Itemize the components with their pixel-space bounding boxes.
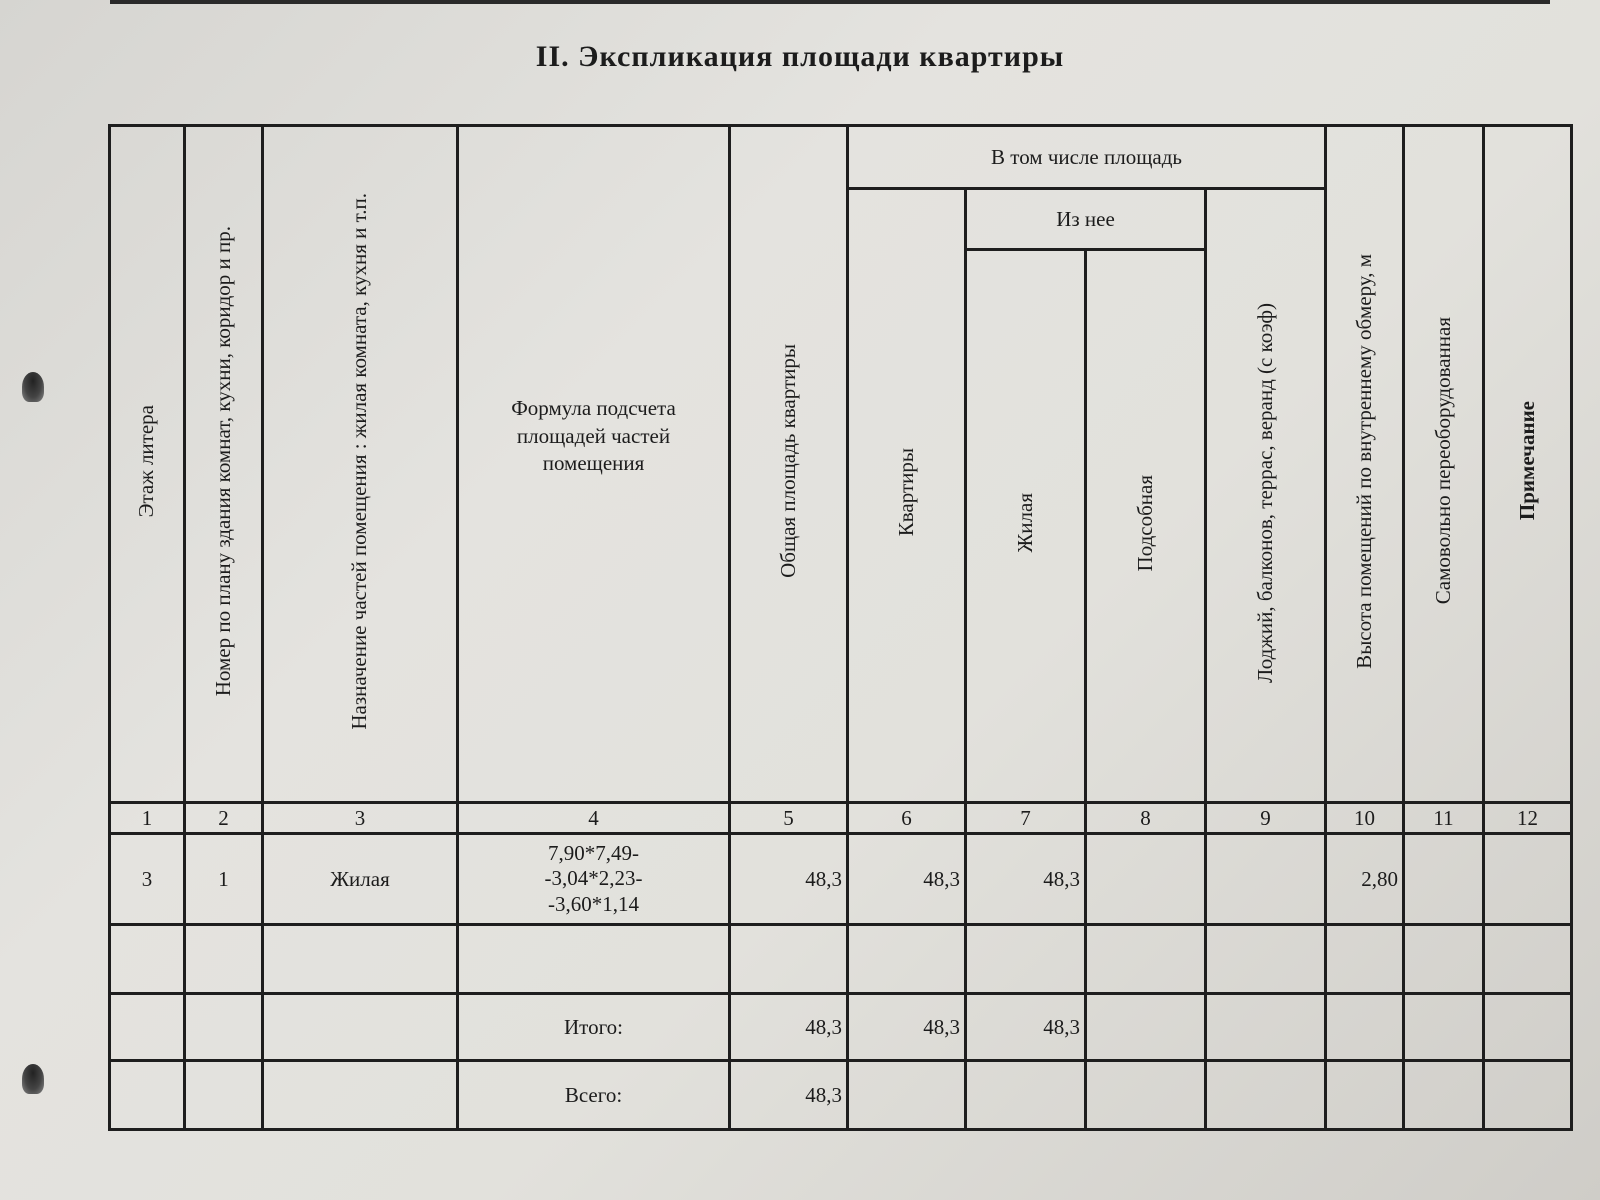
empty-cell — [110, 994, 185, 1061]
empty-cell — [848, 1061, 966, 1130]
header-auxiliary: Подсобная — [1086, 250, 1206, 803]
column-number: 5 — [730, 803, 848, 834]
header-note: Примечание — [1484, 126, 1572, 803]
grand-total-area: 48,3 — [730, 1061, 848, 1130]
column-number: 11 — [1404, 803, 1484, 834]
header-loggias: Лоджий, балконов, террас, веранд (с коэф) — [1206, 189, 1326, 803]
subtotal-total-area: 48,3 — [730, 994, 848, 1061]
subtotal-apartment: 48,3 — [848, 994, 966, 1061]
cell-floor: 3 — [110, 834, 185, 925]
empty-cell — [110, 925, 185, 994]
empty-cell — [1404, 1061, 1484, 1130]
column-number: 6 — [848, 803, 966, 834]
cell-living: 48,3 — [966, 834, 1086, 925]
subtotal-label: Итого: — [458, 994, 730, 1061]
header-row — [110, 126, 1572, 189]
empty-cell — [1326, 1061, 1404, 1130]
column-number: 3 — [263, 803, 458, 834]
header-unauthorized: Самовольно переоборудованная — [1404, 126, 1484, 803]
header-total-area: Общая площадь квартиры — [730, 126, 848, 803]
column-number: 4 — [458, 803, 730, 834]
empty-cell — [1484, 994, 1572, 1061]
empty-cell — [185, 994, 263, 1061]
cell-purpose: Жилая — [263, 834, 458, 925]
cell-number: 1 — [185, 834, 263, 925]
column-number: 2 — [185, 803, 263, 834]
subtotal-row — [110, 994, 1572, 1061]
empty-cell — [1086, 994, 1206, 1061]
column-number: 10 — [1326, 803, 1404, 834]
empty-cell — [966, 1061, 1086, 1130]
empty-cell — [1484, 1061, 1572, 1130]
header-of-which: Из нее — [966, 189, 1206, 250]
empty-cell — [458, 925, 730, 994]
subtotal-living: 48,3 — [966, 994, 1086, 1061]
punch-hole — [22, 372, 44, 402]
column-number: 9 — [1206, 803, 1326, 834]
empty-cell — [1404, 925, 1484, 994]
table-row-empty — [110, 925, 1572, 994]
empty-cell — [263, 994, 458, 1061]
empty-cell — [1086, 1061, 1206, 1130]
punch-hole — [22, 1064, 44, 1094]
header-living: Жилая — [966, 250, 1086, 803]
header-formula: Формула подсчета площадей частей помещения — [458, 126, 730, 803]
cell-height: 2,80 — [1326, 834, 1404, 925]
empty-cell — [1404, 994, 1484, 1061]
paper-top-edge — [110, 0, 1550, 4]
empty-cell — [263, 925, 458, 994]
column-number: 8 — [1086, 803, 1206, 834]
empty-cell — [110, 1061, 185, 1130]
column-number: 1 — [110, 803, 185, 834]
empty-cell — [730, 925, 848, 994]
grand-total-row — [110, 1061, 1572, 1130]
empty-cell — [185, 925, 263, 994]
table-row — [110, 834, 1572, 925]
header-purpose: Назначение частей помещения : жилая комната, кухня и т.п. — [263, 126, 458, 803]
empty-cell — [1326, 925, 1404, 994]
explication-table-wrapper — [108, 124, 1573, 1131]
empty-cell — [1326, 994, 1404, 1061]
header-plan-number: Номер по плану здания комнат, кухни, коридор и пр. — [185, 126, 263, 803]
cell-total-area: 48,3 — [730, 834, 848, 925]
grand-total-label: Всего: — [458, 1061, 730, 1130]
cell-auxiliary — [1086, 834, 1206, 925]
empty-cell — [848, 925, 966, 994]
header-floor-litera: Этаж литера — [110, 126, 185, 803]
document-title: II. Экспликация площади квартиры — [535, 40, 1065, 73]
cell-loggias — [1206, 834, 1326, 925]
header-including-area: В том числе площадь — [848, 126, 1326, 189]
empty-cell — [1484, 925, 1572, 994]
empty-cell — [1206, 1061, 1326, 1130]
header-apartment: Квартиры — [848, 189, 966, 803]
header-height: Высота помещений по внутреннему обмеру, м — [1326, 126, 1404, 803]
column-number: 7 — [966, 803, 1086, 834]
cell-note — [1484, 834, 1572, 925]
empty-cell — [966, 925, 1086, 994]
empty-cell — [263, 1061, 458, 1130]
column-number: 12 — [1484, 803, 1572, 834]
cell-apartment: 48,3 — [848, 834, 966, 925]
explication-table — [108, 124, 1573, 1131]
empty-cell — [1206, 994, 1326, 1061]
cell-formula: 7,90*7,49- -3,04*2,23- -3,60*1,14 — [458, 834, 730, 925]
column-numbers-row — [110, 803, 1572, 834]
empty-cell — [1086, 925, 1206, 994]
cell-unauthorized — [1404, 834, 1484, 925]
empty-cell — [1206, 925, 1326, 994]
empty-cell — [185, 1061, 263, 1130]
